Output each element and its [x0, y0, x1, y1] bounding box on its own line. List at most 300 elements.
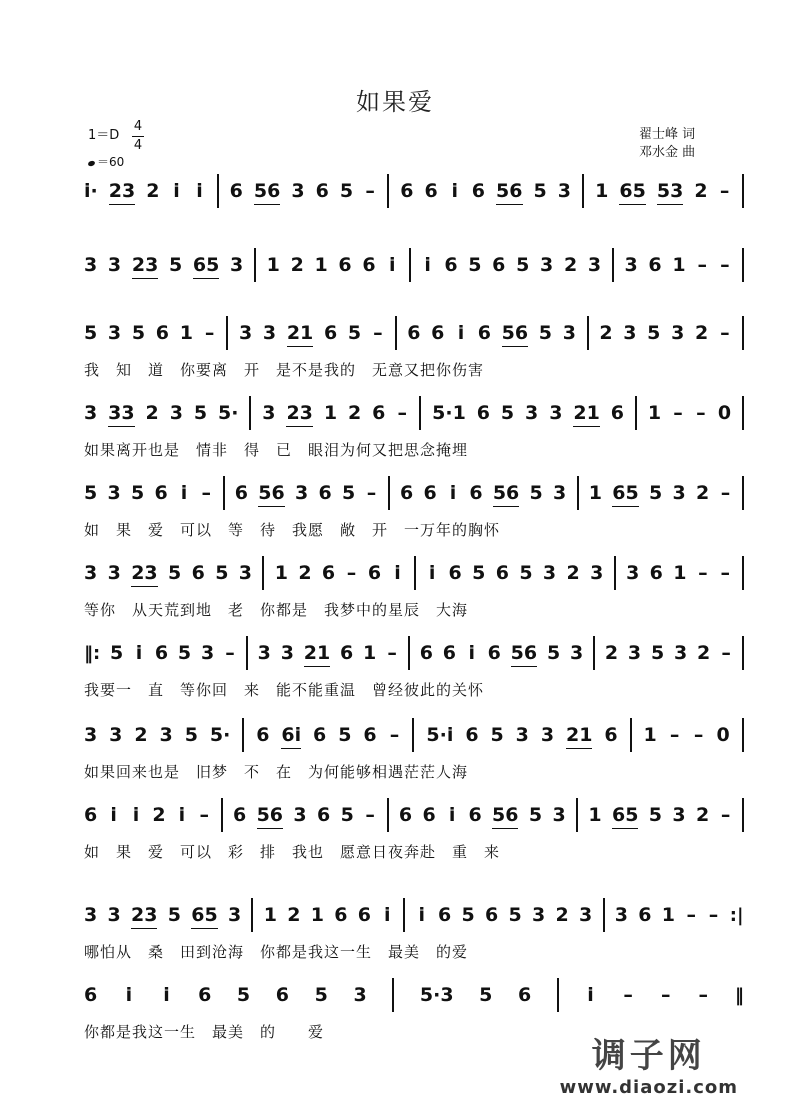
note: 6 — [372, 402, 386, 424]
note: 3 — [553, 482, 567, 504]
note: i — [163, 984, 170, 1006]
barline — [582, 174, 584, 208]
note: 3 — [238, 562, 253, 584]
note: 1 — [661, 904, 675, 926]
note: 5 — [479, 984, 493, 1006]
note: 3 — [200, 642, 215, 664]
note: 6 — [318, 482, 332, 504]
note: 5 — [84, 482, 98, 504]
note: 3 — [107, 562, 121, 584]
barline — [742, 636, 744, 670]
note: 3 — [540, 254, 554, 276]
note: 3 — [257, 642, 271, 664]
watermark-url: www.diaozi.com — [559, 1077, 738, 1098]
note: 2 — [145, 402, 159, 424]
barline — [419, 396, 421, 430]
note: 6i — [281, 724, 302, 746]
note: 56 — [492, 804, 519, 826]
note: 5 — [538, 322, 553, 344]
lyrics-line-7: 我要一 直 等你回 来 能不能重温 曾经彼此的关怀 — [84, 680, 485, 699]
note: 6 — [492, 254, 506, 276]
barline — [262, 556, 264, 590]
time-sig-top: 4 — [133, 119, 143, 134]
note: – — [199, 804, 210, 826]
note: 5 — [647, 322, 661, 344]
note: 5 — [508, 904, 522, 926]
lyrics-line-11: 你都是我这一生 最美 的 爱 — [84, 1022, 325, 1041]
barline — [254, 248, 256, 282]
barline — [392, 978, 394, 1012]
note: 6 — [487, 642, 501, 664]
note: 6 — [229, 180, 243, 202]
note: 5 — [314, 984, 328, 1006]
notation-line-1 — [84, 176, 744, 206]
note: 2 — [697, 642, 711, 664]
note: – — [365, 804, 375, 826]
note: 2 — [695, 804, 710, 826]
lyrics-line-5: 如 果 爱 可以 等 待 我愿 敞 开 一万年的胸怀 — [84, 520, 501, 539]
note: 65 — [192, 254, 220, 276]
notation-line-10 — [84, 900, 744, 930]
note: 65 — [612, 482, 639, 504]
barline — [742, 316, 744, 350]
note: 56 — [256, 804, 284, 826]
note: 3 — [227, 904, 242, 926]
note: 1 — [643, 724, 657, 746]
note: 5 — [468, 254, 482, 276]
note: i — [135, 642, 143, 664]
note: 6 — [232, 804, 247, 826]
note: 2 — [134, 724, 148, 746]
note: – — [365, 180, 375, 202]
note: 21 — [286, 322, 314, 344]
note: 3 — [107, 254, 122, 276]
note: 3 — [549, 402, 563, 424]
barline — [217, 174, 219, 208]
note: 2 — [696, 482, 710, 504]
note: 3 — [107, 482, 121, 504]
note: – — [225, 642, 235, 664]
note: – — [720, 562, 730, 584]
note: 56 — [253, 180, 281, 202]
note: 6 — [400, 482, 414, 504]
note: 56 — [496, 180, 523, 202]
watermark-logo — [560, 1028, 738, 1098]
note: 5·3 — [419, 984, 454, 1006]
note: 6 — [155, 322, 169, 344]
note: 2 — [152, 804, 166, 826]
note: 6 — [422, 804, 436, 826]
tempo-marking — [88, 153, 124, 170]
notation-line-5 — [84, 478, 744, 508]
barline — [635, 396, 637, 430]
note: 1 — [588, 804, 602, 826]
note: 3 — [542, 562, 557, 584]
note: i — [125, 984, 133, 1006]
notation-line-4 — [84, 398, 744, 428]
note: 3 — [672, 804, 686, 826]
note: 3 — [238, 322, 253, 344]
note: 0 — [717, 402, 732, 424]
note: – — [697, 254, 707, 276]
barline — [246, 636, 248, 670]
note: 3 — [671, 322, 685, 344]
note: 5 — [110, 642, 124, 664]
note: 6 — [431, 322, 445, 344]
note: 5 — [519, 562, 533, 584]
note: 65 — [611, 804, 639, 826]
note: 6 — [340, 642, 354, 664]
notation-line-2 — [84, 250, 744, 280]
note: – — [720, 254, 730, 276]
barline — [412, 718, 414, 752]
note: 5 — [168, 254, 183, 276]
note: 56 — [501, 322, 529, 344]
note: 33 — [108, 402, 135, 424]
note: 5· — [218, 402, 239, 424]
barline — [742, 556, 744, 590]
note: – — [696, 402, 706, 424]
note: 3 — [587, 254, 602, 276]
note: – — [346, 562, 357, 584]
lyricist-credit: 翟士峰 词 — [639, 127, 696, 142]
note: 5 — [168, 562, 182, 584]
note: 1 — [263, 904, 277, 926]
note: 3 — [109, 724, 123, 746]
note: 6 — [442, 642, 456, 664]
note: i· — [84, 180, 98, 202]
note: 6 — [362, 254, 376, 276]
note: 65 — [191, 904, 218, 926]
note: 3 — [84, 724, 98, 746]
note: 1 — [595, 180, 609, 202]
note: i — [457, 322, 465, 344]
notation-line-3 — [84, 318, 744, 348]
note: – — [204, 322, 215, 344]
note: 3 — [569, 642, 584, 664]
note: 1 — [647, 402, 662, 424]
time-sig-bar — [132, 136, 144, 137]
note: 6 — [316, 804, 331, 826]
note: 23 — [131, 904, 158, 926]
note: 2 — [555, 904, 569, 926]
barline — [414, 556, 416, 590]
note: i — [383, 904, 391, 926]
barline — [603, 898, 605, 932]
note: 6 — [610, 402, 624, 424]
note: 6 — [485, 904, 499, 926]
note: – — [669, 724, 680, 746]
repeat-barline: ‖ — [734, 984, 744, 1006]
lyrics-line-10: 哪怕从 桑 田到沧海 你都是我这一生 最美 的爱 — [84, 942, 469, 961]
watermark-cn: 调子网 — [591, 1036, 706, 1076]
note: 1 — [314, 254, 328, 276]
note: – — [686, 904, 697, 926]
note: – — [397, 402, 408, 424]
composer-credit: 邓水金 曲 — [639, 145, 696, 160]
note: i — [178, 804, 186, 826]
barline — [593, 636, 595, 670]
note: 6 — [649, 562, 663, 584]
song-title: 如果爱 — [356, 88, 434, 116]
note: 6 — [154, 642, 169, 664]
lyrics-line-9: 如 果 爱 可以 彩 排 我也 愿意日夜奔赴 重 来 — [84, 842, 501, 861]
note: 6 — [495, 562, 509, 584]
note: 5 — [177, 642, 192, 664]
note: 6 — [84, 804, 98, 826]
note: 3 — [525, 402, 539, 424]
note: 6 — [357, 904, 371, 926]
note: 6 — [398, 804, 413, 826]
note: 1 — [179, 322, 193, 344]
barline — [226, 316, 228, 350]
note: 5 — [461, 904, 475, 926]
note: 0 — [716, 724, 730, 746]
credits — [639, 126, 695, 162]
note: 56 — [258, 482, 285, 504]
note: 2 — [347, 402, 362, 424]
barline — [612, 248, 614, 282]
note: 3 — [169, 402, 183, 424]
note: – — [366, 482, 377, 504]
note: – — [708, 904, 719, 926]
note: 1 — [672, 254, 686, 276]
note: 3 — [562, 322, 576, 344]
note: 1 — [673, 562, 687, 584]
barline — [587, 316, 589, 350]
note: 3 — [291, 180, 305, 202]
note: 6 — [367, 562, 382, 584]
lyrics-line-6: 等你 从天荒到地 老 你都是 我梦中的星辰 大海 — [84, 600, 469, 619]
note: – — [387, 642, 397, 664]
repeat-barline: ‖: — [84, 642, 101, 664]
barline — [221, 798, 223, 832]
repeat-barline: :| — [729, 904, 744, 926]
note: 3 — [84, 254, 98, 276]
note: 3 — [107, 904, 121, 926]
note: 6 — [315, 180, 329, 202]
note: 5 — [649, 482, 663, 504]
note: 5 — [528, 804, 543, 826]
note: 23 — [131, 562, 158, 584]
note: 6 — [465, 724, 479, 746]
note: – — [720, 322, 730, 344]
note: 2 — [298, 562, 312, 584]
barline — [388, 476, 390, 510]
note: 3 — [262, 322, 277, 344]
note: 3 — [673, 642, 688, 664]
note: 6 — [400, 180, 414, 202]
note: 3 — [84, 904, 98, 926]
note: 6 — [648, 254, 662, 276]
note: 3 — [107, 322, 122, 344]
note: – — [698, 984, 709, 1006]
note: 6 — [448, 562, 462, 584]
barline — [409, 248, 411, 282]
note: 1 — [274, 562, 288, 584]
note: i — [587, 984, 594, 1006]
note: 5 — [84, 322, 98, 344]
note: 3 — [627, 642, 642, 664]
note: 6 — [638, 904, 652, 926]
note: 6 — [469, 482, 483, 504]
notation-line-11 — [84, 980, 744, 1010]
note: 3 — [557, 180, 572, 202]
note: 3 — [614, 904, 628, 926]
note: 5 — [340, 804, 354, 826]
tempo-value: ＝60 — [97, 155, 125, 169]
note: 3 — [579, 904, 593, 926]
note: 6 — [604, 724, 618, 746]
note: – — [720, 804, 731, 826]
note: 6 — [198, 984, 212, 1006]
note: 5 — [650, 642, 665, 664]
note: 2 — [290, 254, 304, 276]
note: – — [623, 984, 633, 1006]
note: 23 — [108, 180, 136, 202]
note: 6 — [363, 724, 377, 746]
note: 2 — [695, 322, 709, 344]
barline — [577, 476, 579, 510]
barline — [242, 718, 244, 752]
note: 6 — [338, 254, 352, 276]
note: 56 — [510, 642, 538, 664]
note: 23 — [131, 254, 159, 276]
note: 5 — [236, 984, 251, 1006]
barline — [742, 718, 744, 752]
note: 3 — [552, 804, 566, 826]
note: 3 — [590, 562, 604, 584]
note: – — [660, 984, 671, 1006]
note: 6 — [154, 482, 168, 504]
lyrics-line-4: 如果离开也是 情非 得 已 眼泪为何又把思念掩埋 — [84, 440, 469, 459]
note: 6 — [321, 562, 336, 584]
note: i — [173, 180, 180, 202]
note: 1 — [266, 254, 280, 276]
barline — [403, 898, 405, 932]
note: i — [451, 180, 458, 202]
note: – — [719, 180, 730, 202]
note: 6 — [334, 904, 348, 926]
barline — [251, 898, 253, 932]
note: 6 — [407, 322, 421, 344]
note: 6 — [419, 642, 433, 664]
note: 3 — [540, 724, 555, 746]
barline — [576, 798, 578, 832]
note: 6 — [313, 724, 327, 746]
note: 2 — [287, 904, 301, 926]
note: 5 — [500, 402, 515, 424]
barline — [742, 248, 744, 282]
barline — [557, 978, 559, 1012]
note: 6 — [234, 482, 249, 504]
note: – — [698, 562, 708, 584]
note: 5 — [347, 322, 362, 344]
note: 3 — [84, 562, 98, 584]
note: 21 — [566, 724, 593, 746]
barline — [614, 556, 616, 590]
note: 5 — [648, 804, 663, 826]
note: i — [468, 642, 476, 664]
note: 3 — [230, 254, 244, 276]
barline — [742, 174, 744, 208]
note: – — [373, 322, 383, 344]
barline — [249, 396, 251, 430]
note: 5 — [516, 254, 530, 276]
note: 6 — [468, 804, 482, 826]
note: 1 — [363, 642, 377, 664]
note: – — [389, 724, 400, 746]
note: i — [180, 482, 188, 504]
note: 6 — [477, 322, 491, 344]
lyrics-line-3: 我 知 道 你要离 开 是不是我的 无意又把你伤害 — [84, 360, 485, 379]
note: – — [673, 402, 683, 424]
note: i — [418, 904, 425, 926]
note: 3 — [295, 482, 309, 504]
note: 3 — [262, 402, 276, 424]
note: 5 — [472, 562, 486, 584]
barline — [395, 316, 397, 350]
note: 6 — [423, 482, 437, 504]
quarter-note-icon — [87, 160, 95, 167]
time-signature — [132, 118, 144, 155]
time-sig-bottom: 4 — [133, 138, 143, 153]
note: 6 — [476, 402, 490, 424]
note: i — [448, 804, 456, 826]
note: 23 — [286, 402, 313, 424]
note: i — [110, 804, 117, 826]
barline — [742, 476, 744, 510]
note: i — [389, 254, 396, 276]
note: 6 — [444, 254, 458, 276]
note: 5 — [490, 724, 504, 746]
note: 5 — [131, 322, 146, 344]
barline — [408, 636, 410, 670]
note: 5· — [209, 724, 231, 746]
lyrics-line-8: 如果回来也是 旧梦 不 在 为何能够相遇茫茫人海 — [84, 762, 469, 781]
note: i — [449, 482, 457, 504]
barline — [387, 798, 389, 832]
note: 3 — [84, 402, 98, 424]
note: 5·1 — [432, 402, 466, 424]
note: 3 — [623, 322, 637, 344]
note: 5 — [342, 482, 356, 504]
barline — [223, 476, 225, 510]
notation-line-6 — [84, 558, 744, 588]
note: i — [394, 562, 401, 584]
note: i — [424, 254, 431, 276]
note: 6 — [256, 724, 270, 746]
note: 3 — [159, 724, 173, 746]
note: 5 — [184, 724, 198, 746]
barline — [387, 174, 389, 208]
note: 56 — [492, 482, 520, 504]
note: 2 — [563, 254, 578, 276]
note: 6 — [323, 322, 338, 344]
note: 3 — [293, 804, 307, 826]
note: 5·i — [426, 724, 454, 746]
note: 53 — [656, 180, 684, 202]
note: 3 — [515, 724, 529, 746]
note: 3 — [626, 562, 640, 584]
note: 5 — [533, 180, 547, 202]
note: 5 — [338, 724, 352, 746]
note: – — [720, 482, 731, 504]
note: 1 — [310, 904, 324, 926]
note: 3 — [353, 984, 367, 1006]
note: i — [428, 562, 436, 584]
note: 2 — [566, 562, 580, 584]
